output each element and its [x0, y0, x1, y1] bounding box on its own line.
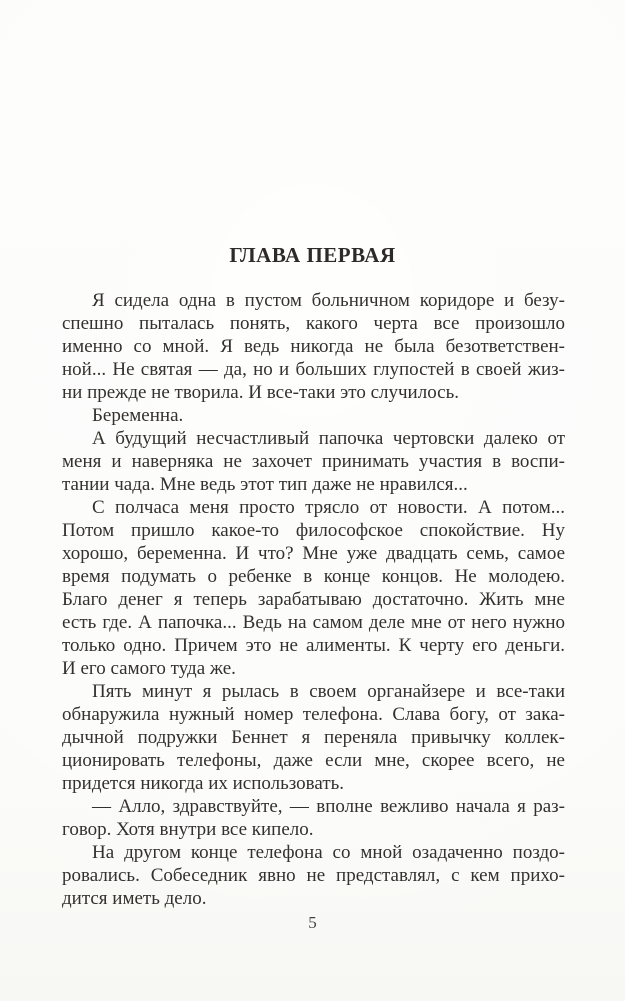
text-line: меня и наверняка не захочет принимать участия в воспи- — [62, 451, 565, 472]
text-line: именно со мной. Я ведь никогда не была безответствен- — [62, 336, 565, 357]
text-line: ни прежде не творила. И все-таки это случилось. — [62, 382, 460, 403]
text-line: ровались. Собеседник явно не представлял, с кем прихо- — [62, 865, 565, 886]
text-line: ной... Не святая — да, но и больших глупостей в своей жиз- — [62, 359, 565, 380]
text-line: Беременна. — [92, 405, 184, 426]
paragraph — [62, 496, 565, 680]
text-line: — Алло, здравствуйте, — вполне вежливо начала я раз- — [92, 796, 565, 817]
text-line: обнаружила нужный номер телефона. Слава богу, от зака- — [62, 704, 565, 725]
text-line: Благо денег я теперь зарабатываю достаточно. Жить мне — [62, 589, 565, 610]
text-line: И его самого туда же. — [62, 658, 236, 679]
paragraph — [62, 404, 565, 427]
text-line: спешно пыталась понять, какого черта все произошло — [62, 313, 565, 334]
paragraph — [62, 289, 565, 404]
text-line: придется никогда их использовать. — [62, 773, 345, 794]
text-line: только одно. Причем это не алименты. К черту его деньги. — [62, 635, 565, 656]
text-line: тании чада. Мне ведь этот тип даже не нравился... — [62, 474, 468, 495]
text-line: На другом конце телефона со мной озадаченно поздо- — [92, 842, 565, 863]
paragraph — [62, 841, 565, 910]
text-line: Я сидела одна в пустом больничном коридоре и безу- — [92, 290, 565, 311]
paragraph — [62, 795, 565, 841]
text-line: ционировать телефоны, даже если мне, скорее всего, не — [62, 750, 565, 771]
text-line: дычной подружки Беннет я переняла привычку коллек- — [62, 727, 565, 748]
page-number: 5 — [308, 913, 317, 932]
body-text — [62, 289, 565, 910]
text-line: Пять минут я рылась в своем органайзере и все-таки — [92, 681, 565, 702]
text-line: хорошо, беременна. И что? Мне уже двадцать семь, самое — [62, 543, 565, 564]
paragraph — [62, 680, 565, 795]
text-line: есть где. А папочка... Ведь на самом деле мне от него нужно — [62, 612, 565, 633]
text-line: Потом пришло какое-то философское спокойствие. Ну — [62, 520, 565, 541]
chapter-heading: ГЛАВА ПЕРВАЯ — [229, 243, 396, 267]
text-line: А будущий несчастливый папочка чертовски далеко от — [92, 428, 565, 449]
text-line: С полчаса меня просто трясло от новости. А потом... — [92, 497, 565, 518]
text-line: говор. Хотя внутри все кипело. — [62, 819, 314, 840]
text-line: дится иметь дело. — [62, 888, 207, 909]
paragraph — [62, 427, 565, 496]
text-line: время подумать о ребенке в конце концов. Не молодею. — [62, 566, 565, 587]
